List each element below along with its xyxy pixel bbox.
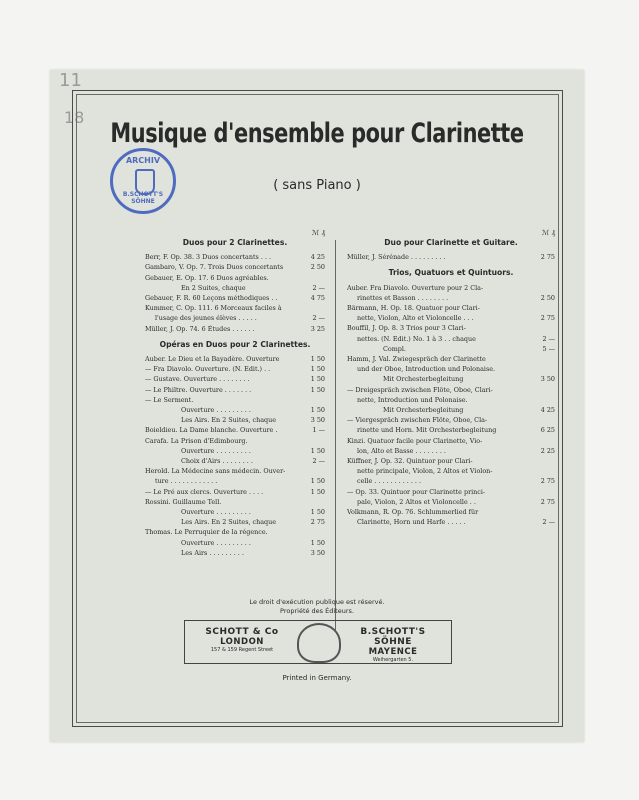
catalog-entry [347, 354, 555, 364]
catalog-entry [145, 273, 325, 283]
entry-price: 2 — [312, 457, 325, 466]
catalog-entry [347, 395, 555, 405]
entry-title: Kinzi. Quatuor facile pour Clarinette, Vio- [347, 436, 483, 445]
catalog-entry [145, 324, 325, 334]
entry-title: Mit Orchesterbegleitung [383, 375, 464, 384]
entry-title: celle . . . . . . . . . . . . [357, 477, 421, 486]
entry-price: 2 50 [540, 293, 555, 302]
entry-title: — Op. 33. Quintuor pour Clarinette princi- [347, 487, 486, 496]
catalog-entry [145, 252, 325, 262]
entry-price: 1 50 [310, 406, 325, 415]
entry-price: 2 — [312, 314, 325, 323]
catalog-entry [347, 374, 555, 384]
entry-title: nette, Violon, Alto et Violoncelle . . . [357, 314, 474, 323]
entry-title: — Le Serment. [145, 395, 194, 404]
catalog-entry [145, 303, 325, 313]
entry-title: Volkmann, R. Op. 76. Schlummerlied für [347, 508, 479, 517]
entry-title: Les Airs. En 2 Suites, chaque [181, 416, 277, 425]
entry-title: Rossini. Guillaume Tell. [145, 497, 222, 506]
catalog-entry [145, 364, 325, 374]
entry-price: 2 — [542, 518, 555, 527]
catalog-entry [347, 364, 555, 374]
catalog-entry [347, 517, 555, 527]
catalog-entry [145, 313, 325, 323]
entry-price [303, 303, 325, 313]
entry-title: — Viergespräch zwischen Flöte, Oboe, Cla- [347, 416, 488, 425]
entry-title: Clarinette, Horn und Harfe . . . . . [357, 518, 466, 527]
publisher-address: 157 & 159 Regent Street [210, 647, 274, 653]
catalog-entry [347, 497, 555, 507]
price-heading: ℳ ₰ [311, 229, 325, 237]
entry-title: Müller, J. Sérénade . . . . . . . . . [347, 253, 446, 262]
publisher-name: B.SCHOTT'S SÖHNE [360, 627, 426, 647]
entry-price [533, 385, 555, 395]
entry-title: Hamm, J. Val. Zwiegespräch der Clarinette [347, 355, 486, 364]
entry-title: Ouverture . . . . . . . . . [181, 508, 251, 517]
entry-price [533, 456, 555, 466]
entry-price [303, 527, 325, 537]
entry-price: 3 25 [310, 324, 325, 333]
entry-title: nette principale, Violon, 2 Altos et Violon- [357, 467, 493, 476]
entry-title: Auber. Fra Diavolo. Ouverture pour 2 Cla- [347, 283, 484, 292]
entry-price: 2 75 [540, 497, 555, 506]
entry-price [533, 436, 555, 446]
entry-price [533, 487, 555, 497]
publisher-box [184, 620, 452, 664]
catalog-entry [347, 385, 555, 395]
publisher-name: SCHOTT & Co [205, 627, 279, 637]
entry-title: Mit Orchesterbegleitung [383, 406, 464, 415]
catalog-entry [347, 405, 555, 415]
section-heading: Duo pour Clarinette et Guitare. [384, 238, 518, 247]
entry-title: — Le Philtre. Ouverture . . . . . . . [145, 385, 252, 394]
catalog-entry [347, 293, 555, 303]
catalog-entry [145, 517, 325, 527]
catalog-entry [347, 334, 555, 344]
catalog-entry [145, 436, 325, 446]
entry-title: rinette und Horn. Mit Orchesterbegleitung [357, 426, 497, 435]
publisher-right [347, 627, 439, 663]
entry-title: Compl. [383, 344, 406, 353]
page-subtitle: ( sans Piano ) [273, 178, 361, 193]
entry-title: Boieldieu. La Dame blanche. Ouverture . [145, 426, 278, 435]
catalog-entry [347, 344, 555, 354]
entry-title: ture . . . . . . . . . . . . [155, 477, 218, 486]
entry-price: 4 25 [540, 406, 555, 415]
entry-price: 2 25 [540, 446, 555, 455]
entry-price [533, 283, 555, 293]
entry-title: nettes. (N. Edit.) No. 1 à 3 . . chaque [357, 334, 476, 343]
rights-line: Le droit d'exécution publique est réservé. [249, 598, 385, 606]
entry-price: 1 — [312, 426, 325, 435]
entry-title: Choix d'Airs . . . . . . . . [181, 457, 253, 466]
catalog-entry [347, 303, 555, 313]
entry-title: Gambaro, V. Op. 7. Trois Duos concertants [145, 263, 284, 272]
coat-of-arms-icon [297, 623, 341, 663]
entry-price: 1 50 [310, 446, 325, 455]
pencil-mark: 11 [59, 70, 82, 91]
catalog-entry [145, 487, 325, 497]
catalog-entry [347, 456, 555, 466]
entry-price: 2 — [542, 334, 555, 343]
entry-price: 3 50 [540, 375, 555, 384]
stamp-top-text: ARCHIV [125, 156, 161, 165]
entry-title: Ouverture . . . . . . . . . [181, 538, 251, 547]
entry-title: Kummer, C. Op. 111. 6 Morceaux faciles à [145, 304, 282, 313]
catalog-entry [145, 548, 325, 558]
catalog-entry [145, 456, 325, 466]
entry-price [533, 466, 555, 476]
entry-price: 2 75 [540, 477, 555, 486]
catalog-entry [145, 446, 325, 456]
entry-price: 1 50 [310, 487, 325, 496]
catalog-entry [347, 507, 555, 517]
entry-title: Ouverture . . . . . . . . . [181, 406, 251, 415]
entry-price: 4 75 [310, 294, 325, 303]
entry-title: Auber. Le Dieu et la Bayadère. Ouverture [145, 355, 280, 364]
entry-price [533, 507, 555, 517]
entry-price [303, 497, 325, 507]
rights-notice [50, 598, 584, 616]
catalog-entry [145, 385, 325, 395]
catalog-entry [145, 507, 325, 517]
publisher-city: LONDON [220, 637, 264, 647]
entry-title: — Gustave. Ouverture . . . . . . . . [145, 375, 250, 384]
entry-price: 1 50 [310, 355, 325, 364]
rights-line: Propriété des Éditeurs. [280, 607, 354, 615]
entry-title: — Fra Diavolo. Ouverture. (N. Edit.) . . [145, 365, 271, 374]
entry-price [533, 303, 555, 313]
entry-price: 1 50 [310, 365, 325, 374]
catalog-entry [347, 252, 555, 262]
catalog-entry [145, 293, 325, 303]
column-divider [335, 240, 336, 630]
entry-price [303, 273, 325, 283]
entry-price [533, 395, 555, 405]
catalog-entry [145, 262, 325, 272]
catalog-entry [145, 405, 325, 415]
catalog-entry [347, 323, 555, 333]
entry-title: Thomas. Le Perruquier de la régence. [145, 528, 268, 537]
entry-price: 3 50 [310, 548, 325, 557]
section-heading: Trios, Quatuors et Quintuors. [388, 268, 514, 278]
catalog-entry [145, 497, 325, 507]
catalog-entry [347, 436, 555, 446]
entry-title: rinettes et Basson . . . . . . . . [357, 293, 449, 302]
entry-price: 1 50 [310, 508, 325, 517]
entry-title: Bärmann, H. Op. 18. Quatuor pour Clari- [347, 304, 480, 313]
entry-price: 2 — [312, 283, 325, 292]
entry-title: Berr, F. Op. 38. 3 Duos concertants . . . [145, 253, 272, 262]
entry-title: Ouverture . . . . . . . . . [181, 446, 251, 455]
catalog-list [145, 252, 325, 334]
catalog-entry [347, 283, 555, 293]
entry-price: 1 50 [310, 538, 325, 547]
right-column [347, 228, 555, 527]
publisher-address: Weihergarten 5. [372, 657, 414, 663]
catalog-entry [347, 446, 555, 456]
catalog-entry [145, 415, 325, 425]
entry-price [303, 436, 325, 446]
sheet [50, 70, 584, 742]
entry-title: und der Oboe, Introduction und Polonaise. [357, 365, 496, 374]
entry-price: 2 75 [540, 253, 555, 262]
archive-stamp-icon [110, 148, 176, 214]
catalog-entry [145, 283, 325, 293]
entry-price: 1 50 [310, 385, 325, 394]
entry-title: lon, Alto et Basse . . . . . . . . [357, 446, 446, 455]
catalog-entry [145, 538, 325, 548]
entry-price: 4 25 [310, 253, 325, 262]
catalog-list [145, 354, 325, 558]
entry-price [533, 364, 555, 374]
stamp-bottom-text: B.SCHOTT'S SÖHNE [122, 191, 164, 205]
entry-title: Les Airs . . . . . . . . . [181, 548, 244, 557]
entry-title: Küffner, J. Op. 32. Quintuor pour Clari- [347, 457, 473, 466]
entry-price: 2 75 [310, 518, 325, 527]
entry-title: nette, Introduction und Polonaise. [357, 395, 468, 404]
entry-title: Carafa. La Prison d'Edimbourg. [145, 436, 248, 445]
entry-price [303, 466, 325, 476]
left-column [145, 228, 325, 558]
entry-price: 2 75 [540, 314, 555, 323]
catalog-entry [145, 395, 325, 405]
entry-title: pale, Violon, 2 Altos et Violoncelle . . [357, 497, 476, 506]
catalog-entry [347, 313, 555, 323]
entry-price: 3 50 [310, 416, 325, 425]
catalog-entry [145, 354, 325, 364]
entry-title: Gebauer, F. R. 60 Leçons méthodiques . . [145, 294, 278, 303]
catalog-entry [347, 415, 555, 425]
entry-price: 1 50 [310, 375, 325, 384]
entry-price [533, 354, 555, 364]
entry-price: 5 — [542, 344, 555, 353]
entry-title: — Dreigespräch zwischen Flöte, Oboe, Clari- [347, 385, 493, 394]
entry-price: 2 50 [310, 263, 325, 272]
catalog-list [347, 252, 555, 262]
entry-title: En 2 Suites, chaque [181, 283, 246, 292]
page-title: Musique d'ensemble pour Clarinette [110, 118, 524, 149]
publisher-city: MAYENCE [368, 647, 418, 657]
entry-title: Les Airs. En 2 Suites, chaque [181, 518, 277, 527]
entry-title: Müller, J. Op. 74. 6 Études . . . . . . [145, 324, 255, 333]
entry-title: — Le Pré aux clercs. Ouverture . . . . [145, 487, 264, 496]
entry-price [533, 323, 555, 333]
catalog-entry [347, 487, 555, 497]
catalog-entry [145, 466, 325, 476]
catalog-entry [145, 527, 325, 537]
pencil-mark: 18 [64, 108, 85, 127]
entry-title: Herold. La Médecine sans médecin. Ouver- [145, 467, 286, 476]
section-heading: Opéras en Duos pour 2 Clarinettes. [159, 339, 311, 349]
section-heading: Duos pour 2 Clarinettes. [182, 238, 288, 247]
printed-note: Printed in Germany. [282, 674, 352, 682]
catalog-list [347, 283, 555, 528]
entry-price [303, 395, 325, 405]
entry-price: 1 50 [310, 477, 325, 486]
entry-title: l'usage des jeunes élèves . . . . . [155, 314, 257, 323]
entry-price: 6 25 [540, 426, 555, 435]
catalog-entry [145, 476, 325, 486]
catalog-entry [347, 466, 555, 476]
catalog-entry [347, 425, 555, 435]
entry-title: Bouffil, J. Op. 8. 3 Trios pour 3 Clari- [347, 324, 466, 333]
entry-title: Gebauer, E. Op. 17. 6 Duos agréables. [145, 273, 269, 282]
publisher-left [201, 627, 283, 653]
entry-price [533, 415, 555, 425]
catalog-entry [145, 374, 325, 384]
price-heading: ℳ ₰ [541, 229, 555, 237]
catalog-entry [145, 425, 325, 435]
catalog-entry [347, 476, 555, 486]
